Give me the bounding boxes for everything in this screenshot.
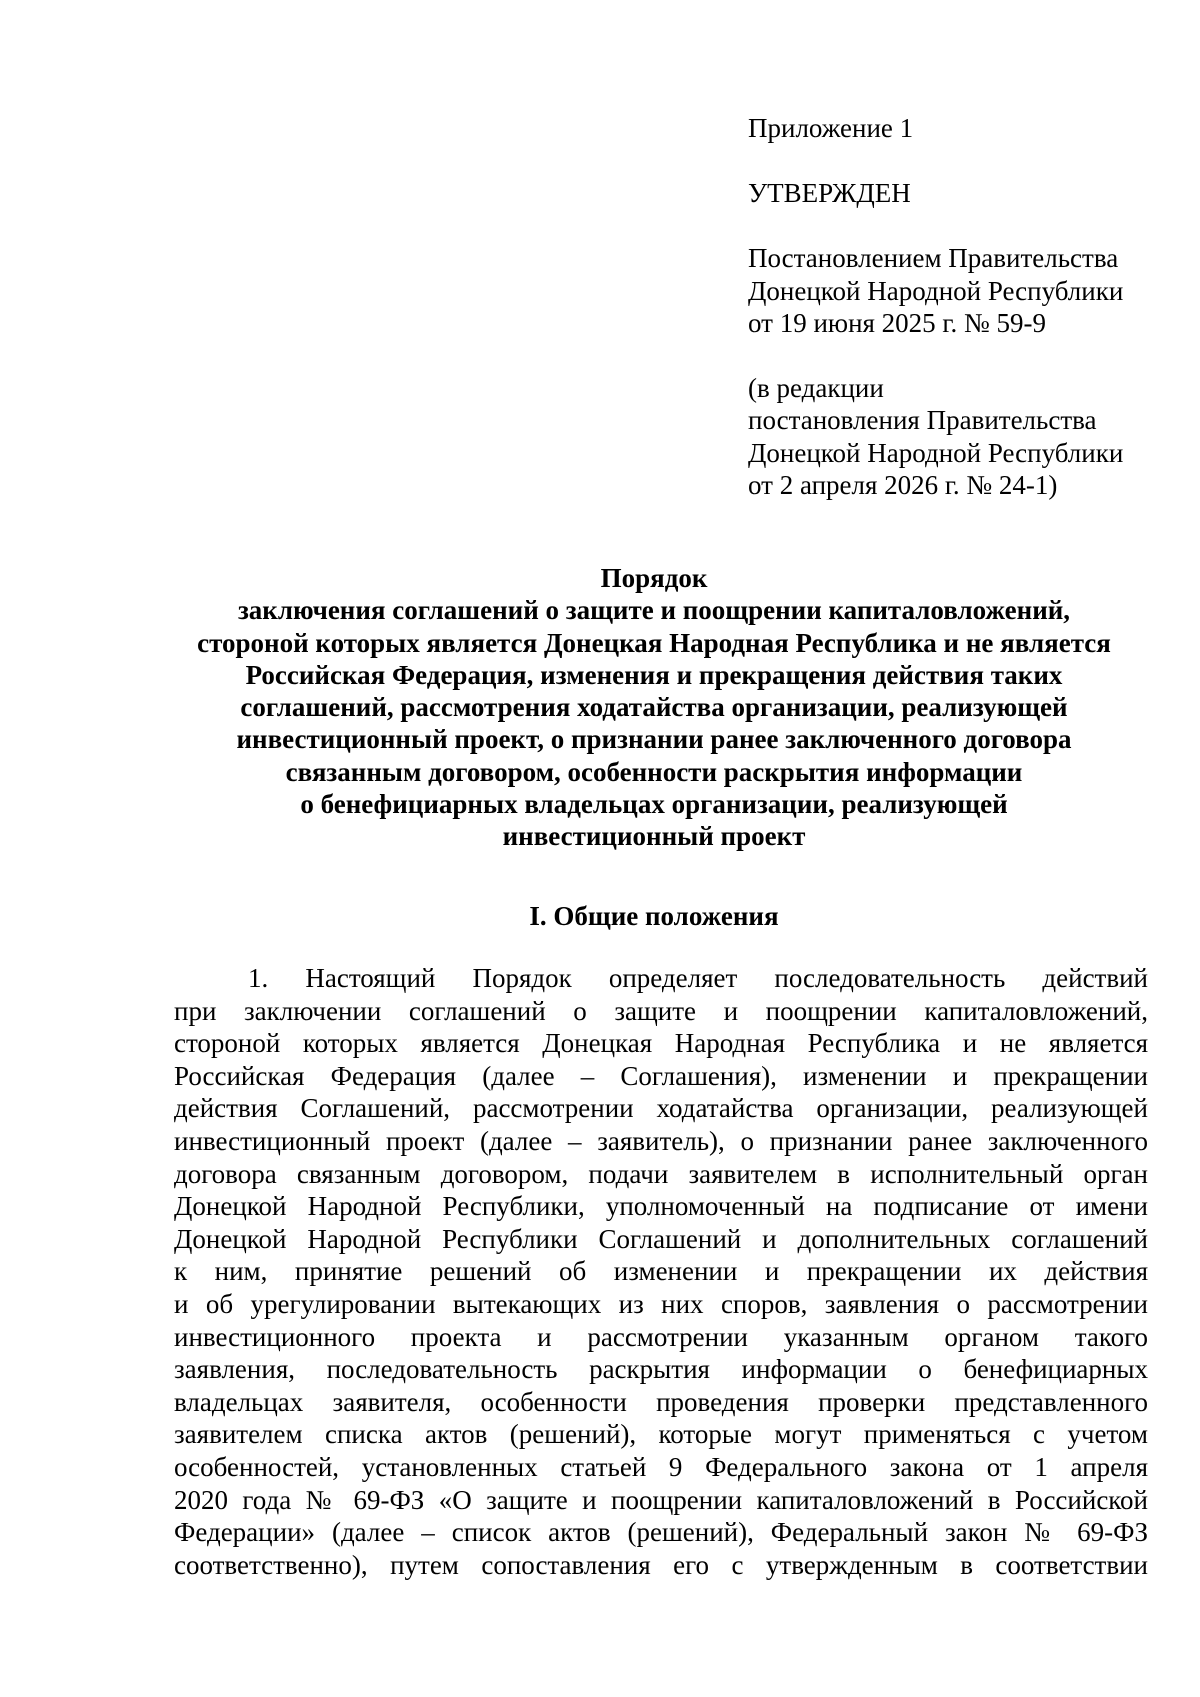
paragraph-line: владельцах заявителя, особенности проведения проверки представленного	[174, 1386, 1148, 1417]
title-line: заключения соглашений о защите и поощрении капиталовложений,	[237, 595, 1071, 626]
approved-label: УТВЕРЖДЕН	[748, 177, 911, 208]
section-heading: I. Общие положения	[529, 901, 779, 931]
paragraph-line: 2020 года № 69-ФЗ «О защите и поощрении капиталовложений в Российской	[174, 1484, 1148, 1515]
title-line: о бенефициарных владельцах организации, реализующей	[300, 789, 1008, 820]
paragraph-line: стороной которых является Донецкая Народная Республика и не является	[174, 1028, 1148, 1059]
paragraph-line: Российская Федерация (далее – Соглашения), изменении и прекращении	[174, 1060, 1148, 1091]
paragraph-line: Донецкой Народной Республики Соглашений и дополнительных соглашений	[174, 1223, 1148, 1254]
edition-line: от 2 апреля 2026 г. № 24-1)	[748, 470, 1058, 500]
title-line: соглашений, рассмотрения ходатайства организации, реализующей	[240, 692, 1068, 723]
title-line: Российская Федерация, изменения и прекращения действия таких	[245, 659, 1063, 690]
paragraph-line: соответственно), путем сопоставления его с утвержденным в соответствии	[174, 1549, 1148, 1580]
paragraph-line: особенностей, установленных статьей 9 Федерального закона от 1 апреля	[174, 1451, 1148, 1482]
paragraph-line: Донецкой Народной Республики, уполномоченный на подписание от имени	[174, 1191, 1148, 1222]
title-line: Порядок	[600, 563, 708, 593]
approval-block	[748, 112, 1168, 502]
title-line: стороной которых является Донецкая Народная Республика и не является	[197, 627, 1111, 658]
title-line: инвестиционный проект, о признании ранее заключенного договора	[236, 724, 1072, 755]
edition-line: (в редакции	[748, 372, 884, 403]
appendix-label: Приложение 1	[748, 113, 914, 143]
edition-line: Донецкой Народной Республики	[748, 437, 1124, 468]
edition-line: постановления Правительства	[748, 405, 1097, 435]
paragraph-line: к ним, принятие решений об изменении и прекращении их действия	[174, 1256, 1148, 1287]
paragraph-line: 1. Настоящий Порядок определяет последовательность действий	[248, 963, 1148, 993]
decree-line: Донецкой Народной Республики	[748, 275, 1124, 306]
paragraph-1	[174, 962, 1148, 1581]
paragraph-line: инвестиционный проект (далее – заявитель), о признании ранее заключенного	[174, 1125, 1148, 1156]
decree-line: Постановлением Правительства	[748, 243, 1119, 273]
paragraph-line: договора связанным договором, подачи заявителем в исполнительный орган	[174, 1158, 1148, 1189]
paragraph-line: Федерации» (далее – список актов (решений), Федеральный закон № 69-ФЗ	[174, 1517, 1148, 1548]
paragraph-line: действия Соглашений, рассмотрении ходатайства организации, реализующей	[174, 1093, 1148, 1124]
paragraph-line: инвестиционного проекта и рассмотрении указанным органом такого	[174, 1321, 1148, 1352]
paragraph-line: заявителем списка актов (решений), которые могут применяться с учетом	[174, 1419, 1148, 1450]
title-line: инвестиционный проект	[502, 821, 806, 852]
paragraph-line: заявления, последовательность раскрытия информации о бенефициарных	[174, 1354, 1148, 1385]
paragraph-line: и об урегулировании вытекающих из них споров, заявления о рассмотрении	[174, 1288, 1148, 1319]
decree-line: от 19 июня 2025 г. № 59-9	[748, 308, 1046, 338]
paragraph-line: при заключении соглашений о защите и поощрении капиталовложений,	[174, 995, 1148, 1026]
document-title	[160, 562, 1148, 853]
title-line: связанным договором, особенности раскрытия информации	[285, 756, 1023, 787]
